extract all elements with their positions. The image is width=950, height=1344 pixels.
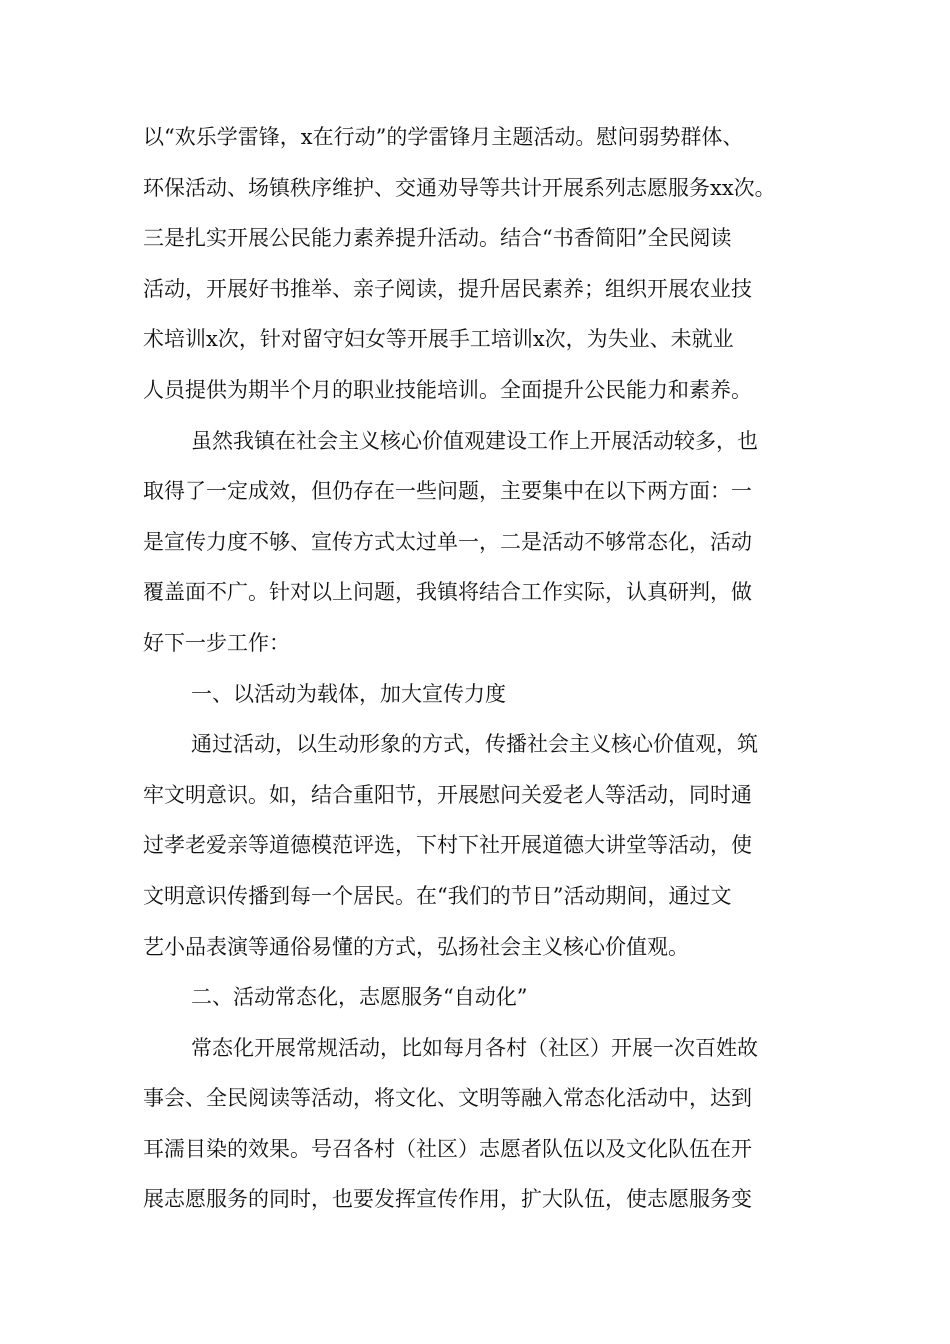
text-line: 覆盖面不广。针对以上问题，我镇将结合工作实际，认真研判，做	[143, 580, 752, 605]
section-heading-1: 一、以活动为载体，加大宣传力度	[191, 681, 506, 706]
section-heading-2: 二、活动常态化，志愿服务“自动化”	[191, 985, 528, 1010]
text-line: 艺小品表演等通俗易懂的方式，弘扬社会主义核心价值观。	[143, 934, 689, 959]
text-line: 人员提供为期半个月的职业技能培训。全面提升公民能力和素养。	[143, 377, 752, 402]
text-line: 术培训x次，针对留守妇女等开展手工培训x次，为失业、未就业	[143, 327, 734, 352]
paragraph-first-line: 常态化开展常规活动，比如每月各村（社区）开展一次百姓故	[191, 1035, 758, 1060]
document-body	[143, 112, 811, 1225]
text-line: 是宣传力度不够、宣传方式太过单一，二是活动不够常态化，活动	[143, 529, 752, 554]
text-line: 好下一步工作：	[143, 630, 290, 655]
paragraph-first-line: 通过活动，以生动形象的方式，传播社会主义核心价值观，筑	[191, 732, 758, 757]
text-line: 过孝老爱亲等道德模范评选，下村下社开展道德大讲堂等活动，使	[143, 833, 752, 858]
paragraph-first-line: 虽然我镇在社会主义核心价值观建设工作上开展活动较多，也	[191, 428, 758, 453]
text-line: 牢文明意识。如，结合重阳节，开展慰问关爱老人等活动，同时通	[143, 782, 752, 807]
text-line: 展志愿服务的同时，也要发挥宣传作用，扩大队伍，使志愿服务变	[143, 1187, 752, 1212]
text-line: 耳濡目染的效果。号召各村（社区）志愿者队伍以及文化队伍在开	[143, 1136, 752, 1161]
text-line: 活动，开展好书推举、亲子阅读，提升居民素养；组织开展农业技	[143, 276, 752, 301]
text-line: 三是扎实开展公民能力素养提升活动。结合“书香简阳”全民阅读	[143, 226, 732, 251]
text-line: 文明意识传播到每一个居民。在“我们的节日”活动期间，通过文	[143, 883, 732, 908]
text-line: 以“欢乐学雷锋，x在行动”的学雷锋月主题活动。慰问弱势群体、	[143, 125, 744, 149]
text-line: 事会、全民阅读等活动，将文化、文明等融入常态化活动中，达到	[143, 1086, 752, 1111]
text-line: 取得了一定成效，但仍存在一些问题，主要集中在以下两方面：一	[143, 479, 752, 504]
text-line: 环保活动、场镇秩序维护、交通劝导等共计开展系列志愿服务xx次。	[143, 175, 776, 200]
